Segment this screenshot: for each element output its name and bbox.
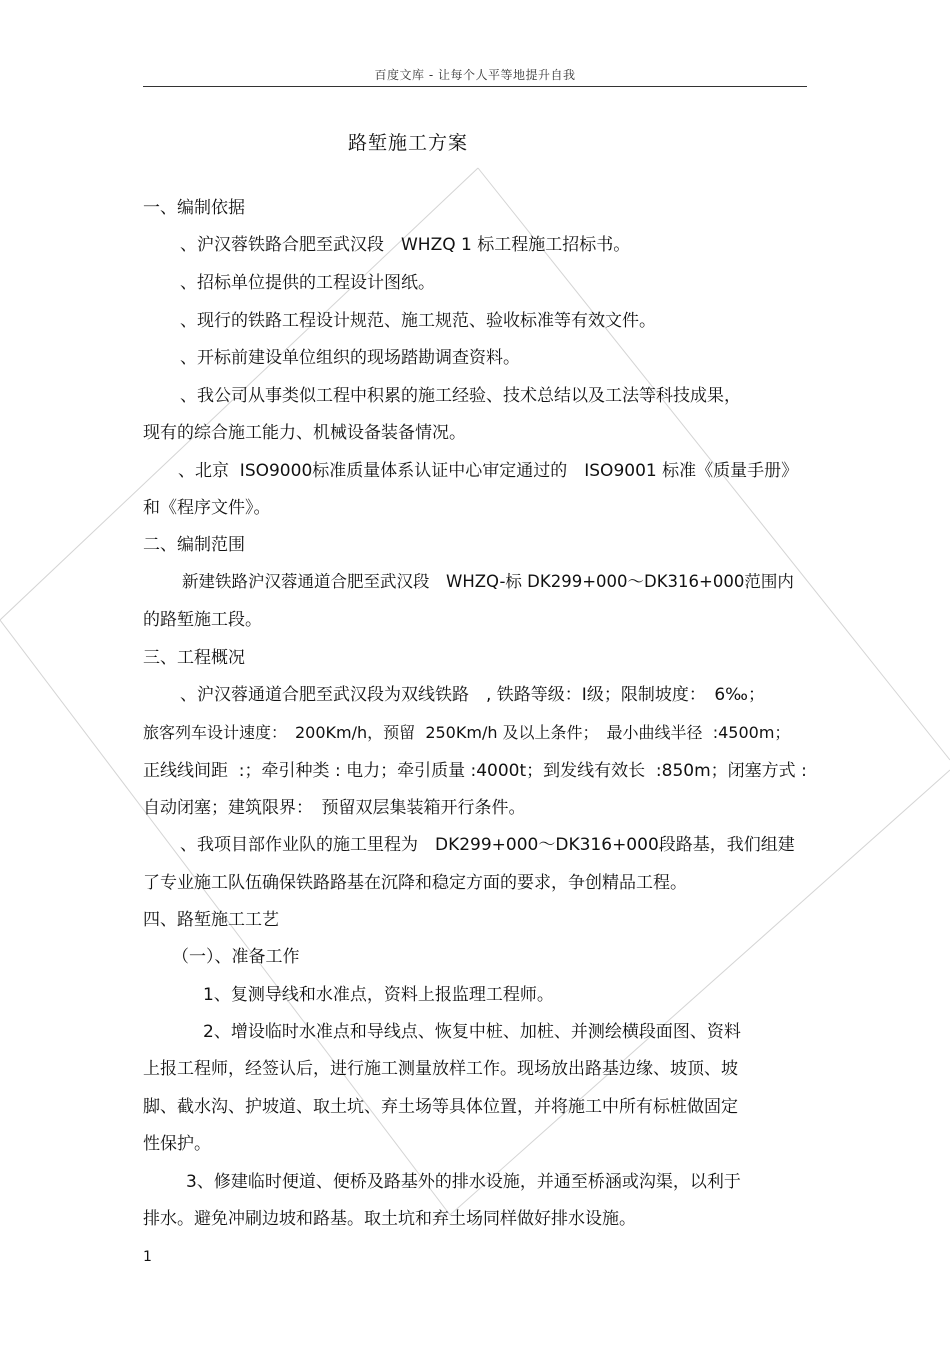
paragraph-line: 性保护。 — [143, 1134, 211, 1154]
paragraph-line: 、开标前建设单位组织的现场踏勘调查资料。 — [180, 348, 520, 368]
paragraph-line: 新建铁路沪汉蓉通道合肥至武汉段 WHZQ-标 DK299+000～DK316+000范围内 — [182, 572, 794, 591]
paragraph-line: 自动闭塞；建筑限界： 预留双层集装箱开行条件。 — [143, 798, 526, 818]
paragraph-line: 3、修建临时便道、便桥及路基外的排水设施，并通至桥涵或沟渠，以利于 — [186, 1172, 741, 1192]
paragraph-line: 排水。避免冲刷边坡和路基。取土坑和弃土场同样做好排水设施。 — [143, 1209, 636, 1229]
paragraph-line: 、我项目部作业队的施工里程为 DK299+000～DK316+000段路基，我们组建 — [180, 835, 795, 855]
paragraph-line: 、沪汉蓉通道合肥至武汉段为双线铁路 , 铁路等级：Ⅰ级；限制坡度： 6‰； — [180, 685, 765, 705]
paragraph-line: 1、复测导线和水准点，资料上报监理工程师。 — [203, 985, 554, 1005]
paragraph-line: 、北京 ISO9000标准质量体系认证中心审定通过的 ISO9001 标准《质量手册》 — [178, 461, 799, 481]
page-number: 1 — [143, 1249, 152, 1265]
paragraph-line: 2、增设临时水准点和导线点、恢复中桩、加桩、并测绘横段面图、资料 — [203, 1022, 741, 1042]
subsection-heading: （一）、准备工作 — [172, 947, 300, 967]
paragraph-line: 的路堑施工段。 — [143, 610, 262, 630]
page-header: 百度文库 - 让每个人平等地提升自我 — [374, 68, 576, 82]
paragraph-line: 旅客列车设计速度： 200Km/h，预留 250Km/h 及以上条件； 最小曲线半径 :4500m； — [143, 723, 791, 742]
paragraph-line: 现有的综合施工能力、机械设备装备情况。 — [143, 423, 466, 443]
paragraph-line: 、我公司从事类似工程中积累的施工经验、技术总结以及工法等科技成果， — [180, 386, 741, 406]
paragraph-line: 正线线间距 :；牵引种类 : 电力；牵引质量 :4000t；到发线有效长 :850m；闭塞方式 : — [143, 761, 807, 781]
paragraph-line: 、招标单位提供的工程设计图纸。 — [180, 273, 435, 293]
paragraph-line: 和《程序文件》。 — [143, 498, 271, 518]
document-title: 路堑施工方案 — [348, 132, 469, 154]
header-divider — [143, 86, 807, 87]
paragraph-line: 、沪汉蓉铁路合肥至武汉段 WHZQ 1 标工程施工招标书。 — [180, 235, 631, 255]
section-heading-4: 四、路堑施工工艺 — [143, 910, 279, 930]
paragraph-line: 了专业施工队伍确保铁路路基在沉降和稳定方面的要求，争创精品工程。 — [143, 873, 687, 893]
section-heading-1: 一、编制依据 — [143, 198, 245, 218]
section-heading-3: 三、工程概况 — [143, 648, 245, 668]
paragraph-line: 脚、截水沟、护坡道、取土坑、弃土场等具体位置，并将施工中所有标桩做固定 — [143, 1097, 738, 1117]
paragraph-line: 上报工程师，经签认后，进行施工测量放样工作。现场放出路基边缘、坡顶、坡 — [143, 1059, 738, 1079]
section-heading-2: 二、编制范围 — [143, 535, 245, 555]
paragraph-line: 、现行的铁路工程设计规范、施工规范、验收标准等有效文件。 — [180, 311, 656, 331]
